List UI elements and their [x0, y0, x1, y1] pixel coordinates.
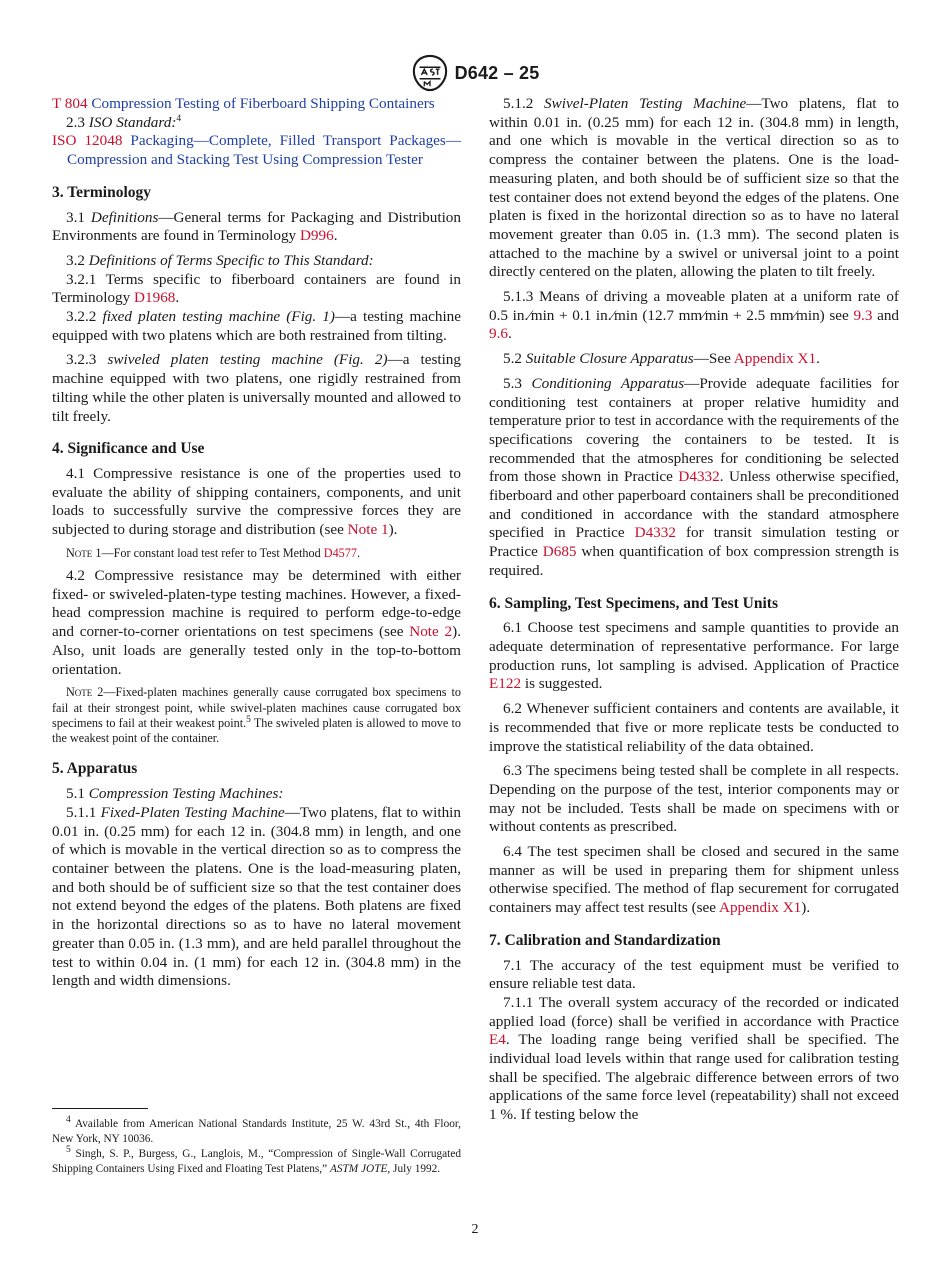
section-5-heading: 5. Apparatus	[52, 760, 138, 778]
footnote-divider	[52, 1108, 148, 1109]
link-e122[interactable]: E122	[489, 675, 522, 693]
para-5-2: 5.2 Suitable Closure Apparatus—See Appendix X1.	[503, 350, 820, 368]
section-4-heading: 4. Significance and Use	[52, 440, 205, 458]
para-3-2-2: 3.2.2 fixed platen testing machine (Fig. 1)—a testing machine equipped with two platens which are both restrained from tilting.	[52, 308, 462, 344]
para-5-1-2: 5.1.2 Swivel-Platen Testing Machine—Two platens, flat to within 0.01 in. (0.25 mm) for each 12 in. (304.8 mm) in length, and one which is movable in the vertical direction so as to compress the container between the platens. One is the load-measuring platen, and both should be of sufficient size so that the test container does not extend beyond the edges of the platens. One platen is fixed in the horizontal direction so as to have no lateral movement greater than 0.05 in. (1.3 mm). The second platen is attached to the machine by a swivel or universal joint to a point directly centered on the platen, allowing the platen to tilt freely.	[489, 95, 900, 281]
left-column	[52, 95, 461, 991]
link-note-1[interactable]: Note 1	[347, 521, 389, 539]
reference-t804	[52, 95, 461, 114]
note-1: Note 1—For constant load test refer to Test Method D4577.	[66, 545, 360, 560]
footnote-ref-5[interactable]: 5	[246, 714, 251, 725]
footnotes	[52, 1117, 461, 1177]
para-3-2: 3.2 Definitions of Terms Specific to This Standard:	[66, 251, 374, 269]
link-9-3[interactable]: 9.3	[853, 306, 873, 324]
ref-title-iso12048[interactable]: Packaging—Complete, Filled Transport Packages—Compression and Stacking Test Using Compression Tester	[67, 132, 462, 169]
footnote-ref-4[interactable]: 4	[176, 113, 182, 124]
link-d4332[interactable]: D4332	[678, 468, 720, 486]
right-column	[489, 95, 899, 1125]
footnote-5: $^5$ Singh, S. P., Burgess, G., Langlois, M., “Compression of Single-Wall Corrugated Shipping Containers Using Fixed and Floating Test Platens,” ASTM JOTE, July 1992.	[52, 1145, 461, 1175]
link-d685[interactable]: D685	[542, 543, 577, 561]
astm-logo-icon	[411, 54, 449, 92]
link-d1968[interactable]: D1968	[134, 289, 176, 307]
link-note-2[interactable]: Note 2	[409, 623, 453, 641]
para-5-1-1: 5.1.1 Fixed-Platen Testing Machine—Two platens, flat to within 0.01 in. (0.25 mm) for each 12 in. (304.8 mm) in length, and one of which is movable in the vertical direction so as to compress the container between the platens. One is the load-measuring platen, and both should be of sufficient size so that the test container does not extend beyond the edges of the platens. Both platens are fixed in the horizontal directions so as to have no lateral movement greater than 0.05 in. (1.3 mm), and are held parallel throughout the test to within 0.04 in. (1 mm) for each 12 in. (304.8 mm) in the length and width dimensions.	[52, 803, 461, 990]
ref-title-t804[interactable]: Compression Testing of Fiberboard Shipping Containers	[91, 95, 435, 112]
ref-code-iso12048[interactable]: ISO 12048	[52, 132, 123, 150]
page-number: 2	[471, 1222, 479, 1237]
para-6-3: 6.3 The specimens being tested shall be complete in all respects. Depending on the purpose of the test, interior components may or may not be included. Tests shall be made on specimens with or without contents as prescribed.	[489, 762, 899, 836]
section-3-heading: 3. Terminology	[52, 183, 152, 201]
para-3-2-1: 3.2.1 Terms specific to fiberboard containers are found in Terminology D1968.	[52, 270, 461, 307]
para-7-1: 7.1 The accuracy of the test equipment must be verified to ensure reliable test data.	[489, 956, 899, 993]
link-d4332-second[interactable]: D4332	[634, 524, 676, 542]
link-d996[interactable]: D996	[299, 227, 334, 245]
link-appendix-x1-second[interactable]: Appendix X1	[719, 899, 802, 917]
iso-standard-heading: 2.3 ISO Standard:$^4$	[66, 113, 182, 131]
section-6-heading: 6. Sampling, Test Specimens, and Test Units	[489, 594, 778, 612]
link-d4577[interactable]: D4577	[323, 545, 357, 560]
section-7-heading: 7. Calibration and Standardization	[489, 931, 721, 949]
para-3-2-3: 3.2.3 swiveled platen testing machine (Fig. 2)—a testing machine equipped with two platens, one rigidly restrained from tilting while the other platen is universally mounted and allowed to tilt freely.	[52, 351, 461, 425]
link-e4[interactable]: E4	[489, 1031, 506, 1049]
note-2: Note 2—Fixed-platen machines generally cause corrugated box specimens to fail at their strongest point, while swivel-platen machines cause corrugated box specimens to fail at their weakest point.$^5$ The swiveled platen is allowed to move to the weakest point of the container.	[52, 685, 461, 746]
para-4-1: 4.1 Compressive resistance is one of the properties used to evaluate the ability of shipping containers, components, and unit loads to successfully survive the compressive forces they are subjected to during storage and distribution (see Note 1).	[52, 464, 461, 539]
para-6-4: 6.4 The test specimen shall be closed and secured in the same manner as will be used in preparing them for shipment unless otherwise specified. The method of flap securement for corrugated containers may affect test results (see Appendix X1).	[489, 843, 899, 917]
para-5-1-3: 5.1.3 Means of driving a moveable platen at a uniform rate of 0.5 in.⁄min + 0.1 in.⁄min (12.7 mm⁄min + 2.5 mm⁄min) see 9.3 and 9.6.	[489, 288, 900, 343]
link-appendix-x1[interactable]: Appendix X1	[733, 350, 817, 368]
page-header	[0, 54, 950, 97]
ref-code-t804[interactable]: T 804	[52, 95, 88, 112]
para-5-3: 5.3 Conditioning Apparatus—Provide adequate facilities for conditioning test containers at proper relative humidity and temperature prior to test in accordance with the requirements of the specifications covering the containers to be tested. It is recommended that the atmospheres for conditioning be selected from those shown in Practice D4332. Unless otherwise specified, fiberboard and other paperboard containers shall be preconditioned and conditioned in accordance with the standard atmosphere specified in Practice D4332 for transit simulation testing or Practice D685 when quantification of box compression strength is required.	[489, 374, 899, 579]
reference-iso12048	[52, 132, 461, 169]
para-6-1: 6.1 Choose test specimens and sample quantities to provide an adequate determination of representative performance. For large production runs, lot sampling is advised. Application of Practice E122 is suggested.	[489, 619, 899, 693]
footnote-4: $^4$ Available from American National Standards Institute, 25 W. 43rd St., 4th Floor, New York, NY 10036.	[52, 1115, 461, 1145]
para-4-2: 4.2 Compressive resistance may be determined with either fixed- or swiveled-platen-type testing machines. However, a fixed-head compression machine is required to perform edge-to-edge and corner-to-corner orientations on test specimens (see Note 2). Also, unit loads are generally tested only in the top-to-bottom orientation.	[52, 567, 461, 678]
document-designation: D642 – 25	[454, 62, 540, 83]
para-6-2: 6.2 Whenever sufficient containers and contents are available, it is recommended that five or more replicate tests be conducted to improve the statistical reliability of the data obtained.	[489, 700, 899, 755]
para-5-1: 5.1 Compression Testing Machines:	[66, 785, 284, 803]
para-3-1: 3.1 Definitions—General terms for Packaging and Distribution Environments are found in Terminology D996.	[52, 208, 461, 245]
para-7-1-1: 7.1.1 The overall system accuracy of the recorded or indicated applied load (force) shall be verified in accordance with Practice E4. The loading range being verified shall be specified. The individual load levels within that range used for calibration testing shall be specified. The algebraic difference between errors of two applications of the same force level (repeatability) shall not exceed 1 %. If testing below the	[489, 993, 899, 1124]
link-9-6[interactable]: 9.6	[489, 325, 508, 343]
